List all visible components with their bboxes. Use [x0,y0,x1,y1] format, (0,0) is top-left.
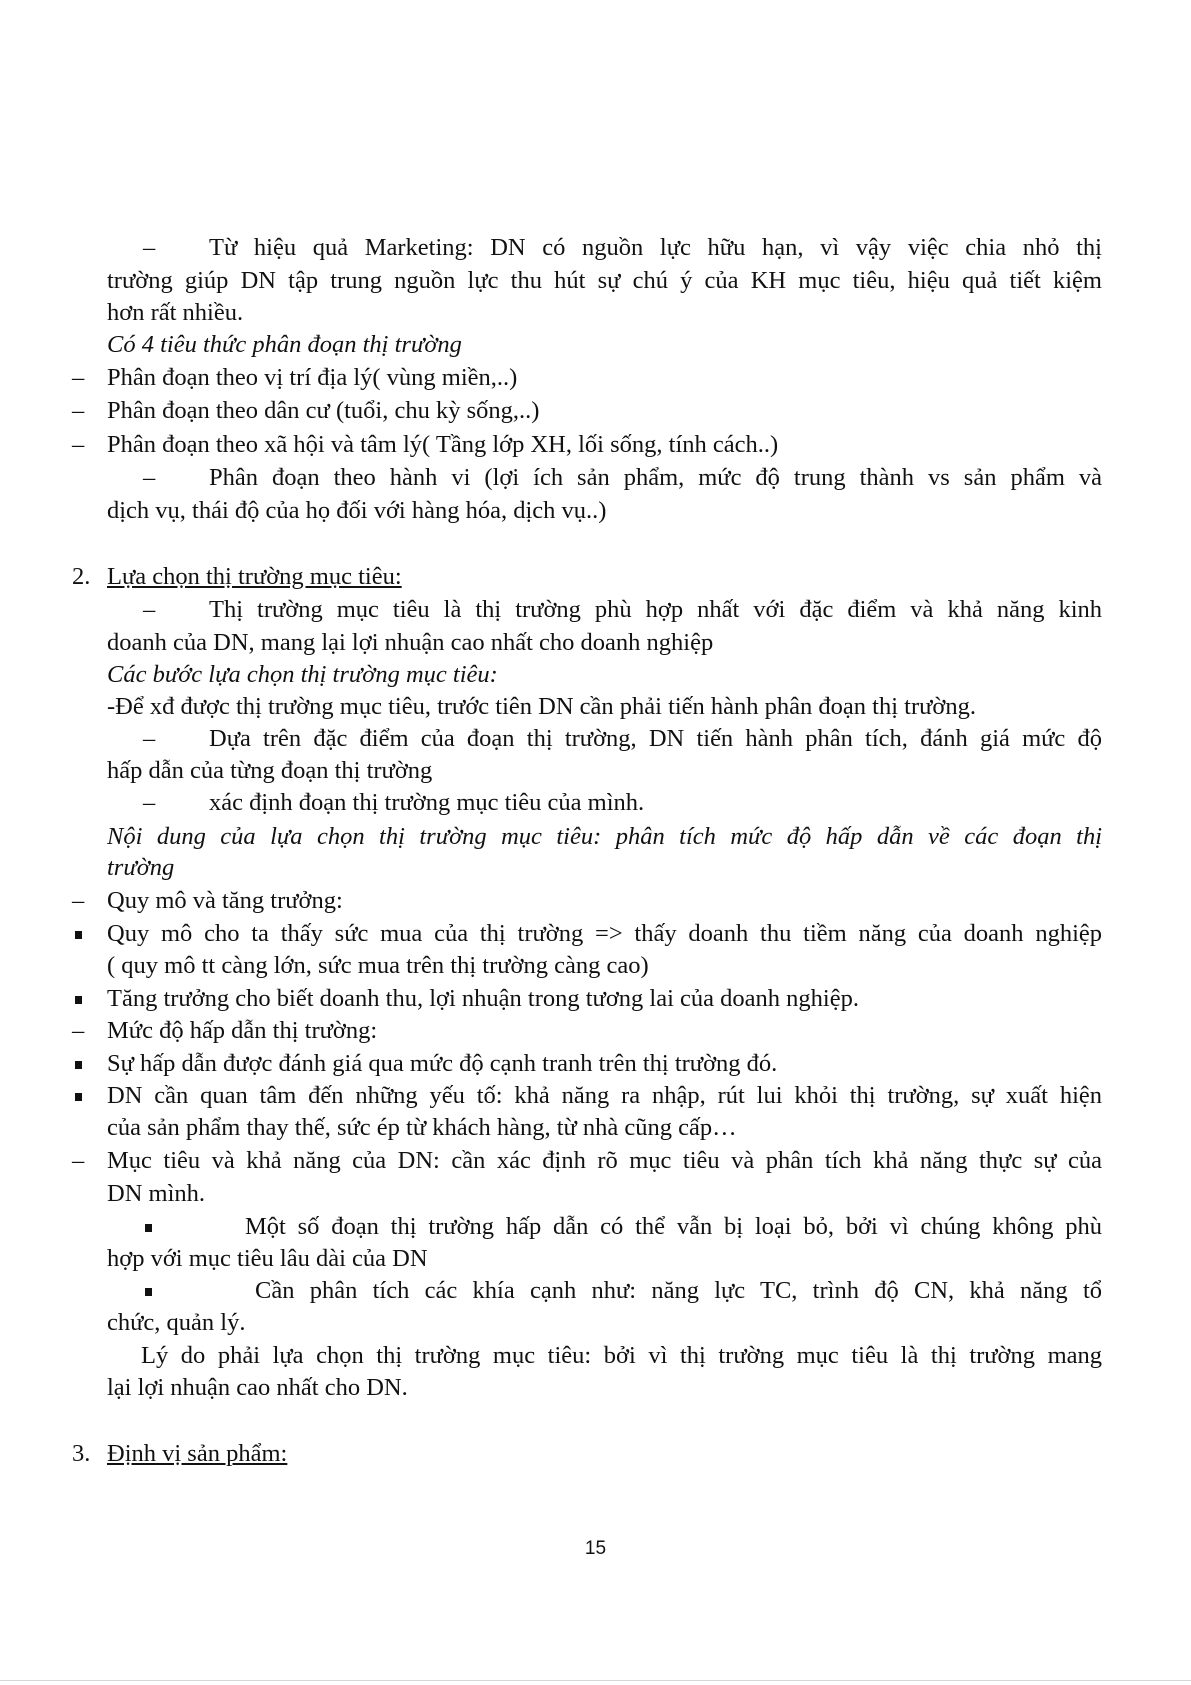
text-line: hấp dẫn của từng đoạn thị trường [107,757,433,784]
dash-marker: – [143,234,156,261]
page-number: 15 [584,1538,607,1559]
square-bullet-icon [75,931,82,939]
list-item: Sự hấp dẫn được đánh giá qua mức độ cạnh tranh trên thị trường đó. [107,1050,778,1077]
list-item: Phân đoạn theo xã hội và tâm lý( Tầng lớp XH, lối sống, tính cách..) [107,431,779,458]
list-item: Cần phân tích các khía cạnh như: năng lực TC, trình độ CN, khả năng tổ [255,1277,1102,1304]
text-line: Phân đoạn theo hành vi (lợi ích sản phẩm, mức độ trung thành vs sản phẩm và [209,464,1102,491]
list-item: DN cần quan tâm đến những yếu tố: khả năng ra nhập, rút lui khỏi thị trường, sự xuất hiện [107,1082,1102,1109]
dash-marker: – [72,887,85,914]
section-number: 2. [72,563,91,590]
text-line: Từ hiệu quả Marketing: DN có nguồn lực hữu hạn, vì vậy việc chia nhỏ thị [209,234,1102,261]
square-bullet-icon [145,1224,152,1232]
dash-marker: – [143,789,156,816]
text-line: hơn rất nhiều. [107,299,244,326]
dash-marker: – [72,397,85,424]
dash-marker: – [72,431,85,458]
section-subheading: Nội dung của lựa chọn thị trường mục tiêu: phân tích mức độ hấp dẫn về các đoạn thị [107,823,1102,850]
text-line: doanh của DN, mang lại lợi nhuận cao nhất cho doanh nghiệp [107,629,714,656]
list-item: Quy mô cho ta thấy sức mua của thị trường => thấy doanh thu tiềm năng của doanh nghiệp [107,920,1102,947]
text-line: -Để xđ được thị trường mục tiêu, trước tiên DN cần phải tiến hành phân đoạn thị trường. [107,693,976,720]
section-number: 3. [72,1440,91,1467]
dash-marker: – [72,364,85,391]
section-heading: Định vị sản phẩm: [107,1440,288,1467]
square-bullet-icon [75,1061,82,1069]
list-item: Mức độ hấp dẫn thị trường: [107,1017,378,1044]
page-bottom-rule [0,1680,1191,1681]
list-item: Tăng trưởng cho biết doanh thu, lợi nhuận trong tương lai của doanh nghiệp. [107,985,859,1012]
section-heading: Lựa chọn thị trường mục tiêu: [107,563,402,590]
dash-marker: – [143,596,156,623]
text-line: trường giúp DN tập trung nguồn lực thu hút sự chú ý của KH mục tiêu, hiệu quả tiết kiệm [107,267,1102,294]
section-subheading: trường [107,854,175,881]
dash-marker: – [72,1147,85,1174]
dash-marker: – [143,464,156,491]
section-subheading: Các bước lựa chọn thị trường mục tiêu: [107,661,498,688]
list-item: Mục tiêu và khả năng của DN: cần xác định rõ mục tiêu và phân tích khả năng thực sự của [107,1147,1102,1174]
list-item: Lý do phải lựa chọn thị trường mục tiêu: bởi vì thị trường mục tiêu là thị trường mang [141,1342,1102,1369]
text-line: dịch vụ, thái độ của họ đối với hàng hóa, dịch vụ..) [107,497,607,524]
square-bullet-icon [75,996,82,1004]
dash-marker: – [72,1017,85,1044]
text-line: của sản phẩm thay thế, sức ép từ khách hàng, từ nhà cũng cấp… [107,1114,737,1141]
text-line: chức, quản lý. [107,1309,246,1336]
text-line: xác định đoạn thị trường mục tiêu của mình. [209,789,645,816]
square-bullet-icon [145,1288,152,1296]
text-line: hợp với mục tiêu lâu dài của DN [107,1245,428,1272]
list-item: Một số đoạn thị trường hấp dẫn có thể vẫn bị loại bỏ, bởi vì chúng không phù [245,1213,1102,1240]
text-line: Thị trường mục tiêu là thị trường phù hợp nhất với đặc điểm và khả năng kinh [209,596,1102,623]
text-line: ( quy mô tt càng lớn, sức mua trên thị trường càng cao) [107,952,649,979]
square-bullet-icon [75,1093,82,1101]
section-subheading: Có 4 tiêu thức phân đoạn thị trường [107,331,462,358]
dash-marker: – [143,725,156,752]
text-line: lại lợi nhuận cao nhất cho DN. [107,1374,408,1401]
text-line: Dựa trên đặc điểm của đoạn thị trường, DN tiến hành phân tích, đánh giá mức độ [209,725,1102,752]
list-item: Phân đoạn theo vị trí địa lý( vùng miền,..) [107,364,518,391]
list-item: Quy mô và tăng trưởng: [107,887,343,914]
list-item: Phân đoạn theo dân cư (tuổi, chu kỳ sống,..) [107,397,540,424]
text-line: DN mình. [107,1180,205,1207]
